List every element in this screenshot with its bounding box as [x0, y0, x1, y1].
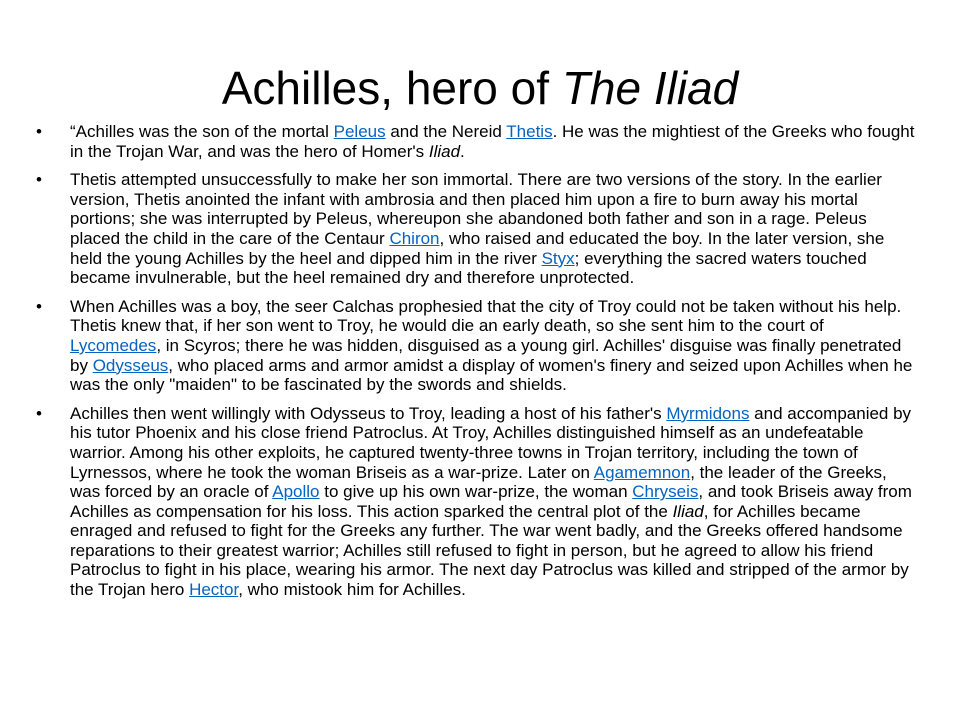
- link-chryseis[interactable]: Chryseis: [632, 482, 699, 502]
- bullet-italic-text: Iliad: [428, 141, 461, 161]
- bullet-text: , in Scyros; there he was hidden, disguised as a young girl. Achilles' disguise was finally penetrated by: [70, 335, 902, 375]
- bullet-text: , who mistook him for Achilles.: [238, 580, 466, 600]
- link-thetis[interactable]: Thetis: [506, 122, 553, 141]
- title-main-text: Achilles, hero of: [221, 62, 562, 114]
- bullet-text: ; everything the sacred waters touched became invulnerable, but the heel remained dry and therefore unprotected.: [70, 248, 867, 288]
- bullet-text: , the leader of the Greeks, was forced by an oracle of: [70, 462, 887, 502]
- bullet-item: [36, 122, 916, 161]
- bullet-item: [36, 297, 916, 395]
- bullet-item: [36, 404, 916, 600]
- bullet-text: , for Achilles became enraged and refused to fight for the Greeks any further. The war went badly, and the Greeks offered handsome reparations to their greatest warrior; Achilles still refused to fight in person, but he agreed to allow his friend Patroclus to fight in his place, wearing his armor. The next day Patroclus was killed and stripped of the armor by the Trojan hero: [70, 501, 909, 600]
- bullet-text: and accompanied by his tutor Phoenix and his close friend Patroclus. At Troy, Achilles distinguished himself as an undefeatable warrior. Among his other exploits, he captured twenty-three towns in Trojan territory, including the town of Lyrnessos, where he took the woman Briseis as a war-prize. Later on: [70, 403, 912, 482]
- link-apollo[interactable]: Apollo: [272, 482, 320, 502]
- bullet-text: , and took Briseis away from Achilles as compensation for his loss. This action sparked the central plot of the: [70, 482, 912, 521]
- bullet-list: [36, 122, 916, 609]
- bullet-text: . He was the mightiest of the Greeks who fought in the Trojan War, and was the hero of Homer's: [70, 122, 915, 161]
- link-hector[interactable]: Hector: [189, 580, 239, 600]
- link-agamemnon[interactable]: Agamemnon: [593, 462, 691, 482]
- slide-title: [40, 58, 920, 118]
- title-italic-text: The Iliad: [561, 62, 739, 114]
- link-odysseus[interactable]: Odysseus: [92, 355, 169, 375]
- bullet-text: .: [460, 141, 465, 161]
- bullet-text: and the Nereid: [385, 122, 507, 141]
- bullet-text: When Achilles was a boy, the seer Calchas prophesied that the city of Troy could not be taken without his help. Thetis knew that, if her son went to Troy, he would die an early death, so she sent him to the court of: [70, 296, 902, 336]
- bullet-text: , who placed arms and armor amidst a display of women's finery and seized upon Achilles when he was the only "maiden" to be fascinated by the swords and shields.: [70, 355, 913, 395]
- bullet-text: Achilles then went willingly with Odysseus to Troy, leading a host of his father's: [70, 403, 667, 423]
- bullet-item: [36, 170, 916, 288]
- link-lycomedes[interactable]: Lycomedes: [70, 335, 157, 355]
- link-chiron[interactable]: Chiron: [389, 228, 440, 248]
- bullet-text: to give up his own war-prize, the woman: [319, 482, 633, 502]
- link-peleus[interactable]: Peleus: [333, 122, 386, 141]
- bullet-text: Thetis attempted unsuccessfully to make her son immortal. There are two versions of the story. In the earlier version, Thetis anointed the infant with ambrosia and then placed him upon a fire to burn away his mortal portions; she was interrupted by Peleus, whereupon she abandoned both father and son in a rage. Peleus placed the child in the care of the Centaur: [70, 170, 882, 248]
- bullet-text: , who raised and educated the boy. In the later version, she held the young Achilles by the heel and dipped him in the river: [70, 228, 885, 268]
- link-styx[interactable]: Styx: [541, 248, 575, 268]
- bullet-text: “Achilles was the son of the mortal: [70, 122, 334, 141]
- bullet-italic-text: Iliad: [672, 501, 704, 521]
- link-myrmidons[interactable]: Myrmidons: [666, 403, 750, 423]
